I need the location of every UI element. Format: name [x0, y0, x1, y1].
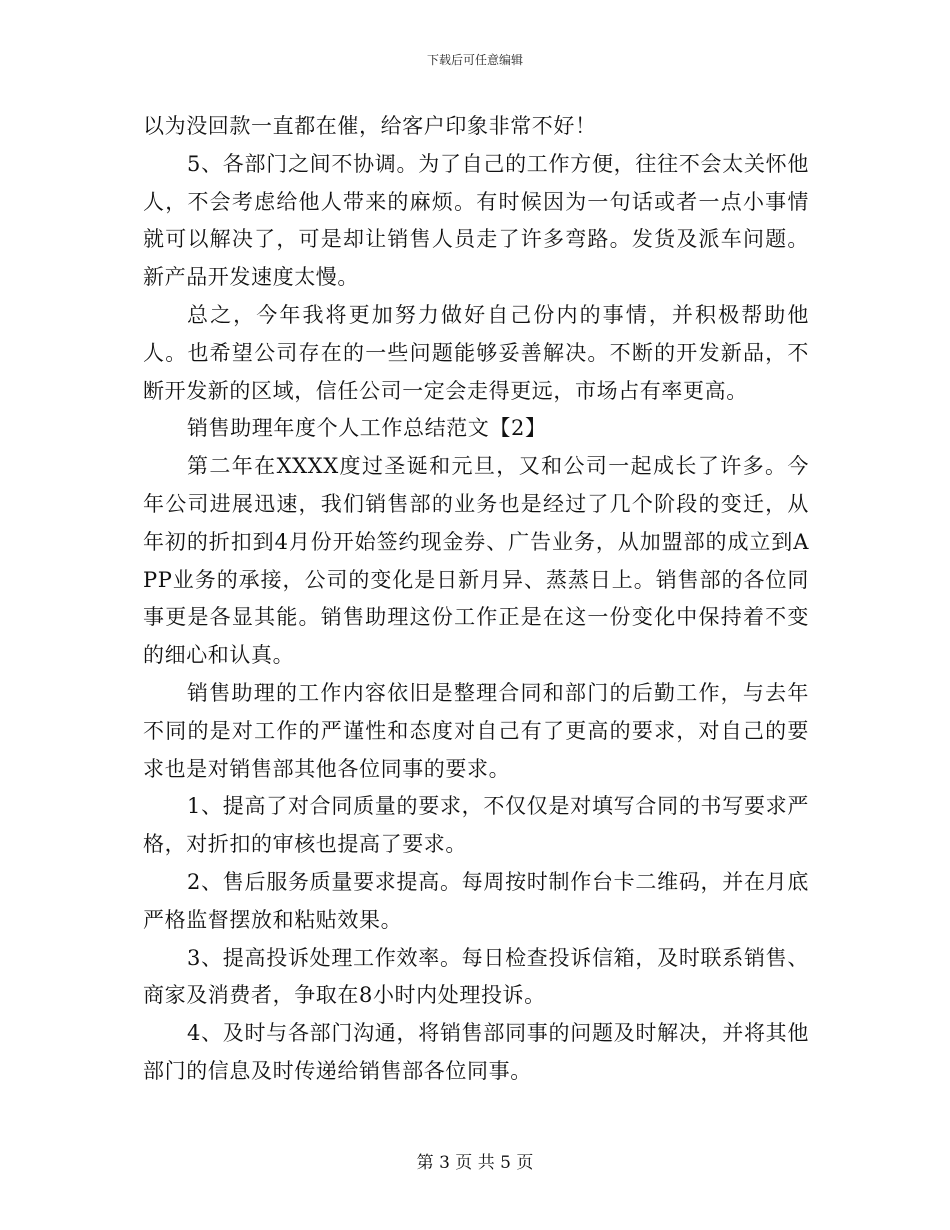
section-heading: 销售助理年度个人工作总结范文【2】 — [187, 416, 547, 441]
paragraph-item-3: 3、提高投诉处理工作效率。每日检查投诉信箱，及时联系销售、商家及消费者，争取在8小时内处理投诉。 — [143, 945, 809, 1008]
paragraph-conclusion: 总之，今年我将更加努力做好自己份内的事情，并积极帮助他人。也希望公司存在的一些问题能够妥善解决。不断的开发新品，不断开发新的区域，信任公司一定会走得更远，市场占有率更高。 — [143, 302, 809, 403]
paragraph-item-4: 4、及时与各部门沟通，将销售部同事的问题及时解决，并将其他部门的信息及时传递给销售部各位同事。 — [143, 1021, 809, 1083]
paragraph-continuation: 以为没回款一直都在催，给客户印象非常不好！ — [143, 114, 597, 138]
page-header: 下载后可任意编辑 — [426, 53, 523, 67]
paragraph-work-content: 销售助理的工作内容依旧是整理合同和部门的后勤工作，与去年不同的是对工作的严谨性和态度对自己有了更高的要求，对自己的要求也是对销售部其他各位同事的要求。 — [143, 680, 809, 781]
paragraph-item-2: 2、售后服务质量要求提高。每周按时制作台卡二维码，并在月底严格监督摆放和粘贴效果。 — [143, 869, 809, 932]
paragraph-item-1: 1、提高了对合同质量的要求，不仅仅是对填写合同的书写要求严格，对折扣的审核也提高了要求。 — [143, 794, 809, 857]
document-body — [143, 108, 809, 1091]
paragraph-item-5: 5、各部门之间不协调。为了自己的工作方便，往往不会太关怀他人，不会考虑给他人带来的麻烦。有时候因为一句话或者一点小事情就可以解决了，可是却让销售人员走了许多弯路。发货及派车问题。新产品开发速度太慢。 — [143, 151, 809, 290]
paragraph-intro: 第二年在XXXX度过圣诞和元旦，又和公司一起成长了许多。今年公司进展迅速，我们销售部的业务也是经过了几个阶段的变迁，从年初的折扣到4月份开始签约现金券、广告业务，从加盟部的成立到APP业务的承接，公司的变化是日新月异、蒸蒸日上。销售部的各位同事更是各显其能。销售助理这份工作正是在这一份变化中保持着不变的细心和认真。 — [143, 454, 809, 668]
page-number-footer: 第 3 页 共 5 页 — [416, 1153, 534, 1173]
